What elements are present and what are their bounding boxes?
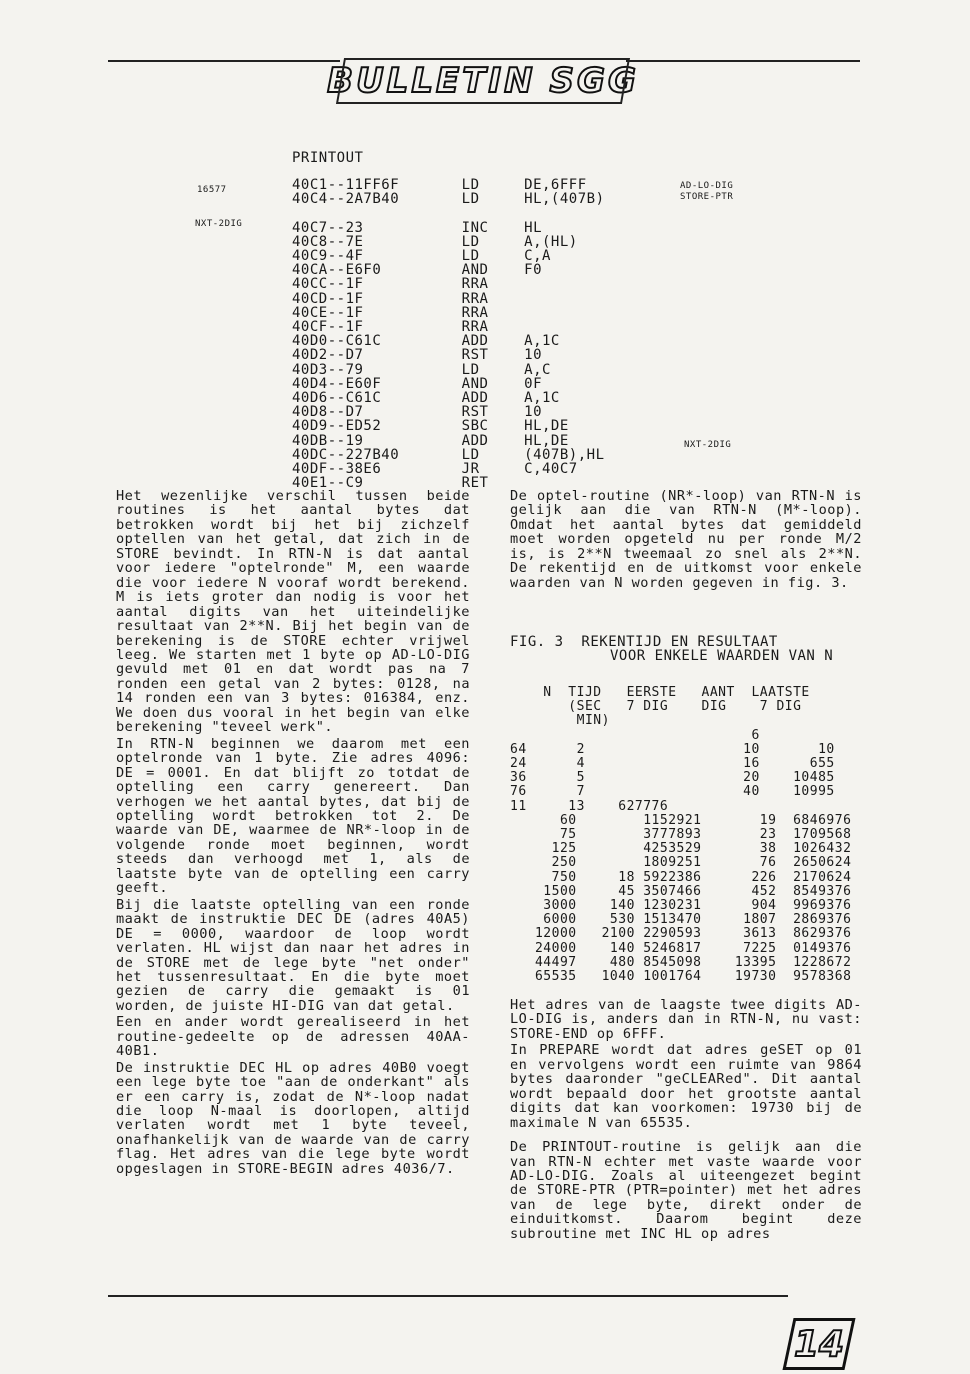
listing-note-nxt-2dig-2: NXT-2DIG (684, 440, 732, 450)
footer-rule (108, 1295, 788, 1297)
right-top-text (510, 489, 862, 592)
left-paragraph: Bij die laatste optelling van een ronde maakt de instruktie DEC DE (adres 40A5) DE = 0000, waardoor de loop wordt verlaten. HL wijst dan naar het adres in de STORE met de lege byte "net onder" het tussenresultaat. En die byte moet gezien de carry die gemaakt is 01 worden, de juiste HI-DIG van dat getal. (116, 896, 470, 1014)
page-number: 14 (793, 1323, 845, 1365)
printout-code-listing: 40C1--11FF6F LD DE,6FFF 40C4--2A7B40 LD HL,(407B) 40C7--23 INC HL 40C8--7E LD A,(HL) 40C9--4F LD C,A 40CA--E6F0 AND F0 40CC--1F RRA 40CD--1F RRA 40CE--1F RRA 40CF--1F RRA 40D0--C61C ADD A,1C 40D2--D7 RST 10 40D3--79 LD A,C 40D4--E60F AND 0F 40D6--C61C ADD A,1C 40D8--D7 RST 10 40D9--ED52 SBC HL,DE 40DB--19 ADD HL,DE 40DC--227B40 LD (407B),HL 40DF--38E6 JR C,40C7 40E1--C9 RET (292, 177, 605, 492)
left-text-column (116, 489, 470, 1178)
right-top-paragraph: De optel-routine (NR*-loop) van RTN-N is gelijk aan die van RTN-N (M*-loop). Omdat het aantal bytes dat gemiddeld moet worden opgeteld nu per ronde M/2 is, is 2**N tweemaal zo snel als 2**N. De rekentijd en de uitkomst voor enkele waarden van N worden gegeven in fig. 3. (510, 488, 862, 591)
masthead-word-bulletin: BULLETIN (327, 61, 536, 101)
header-rule-left (108, 60, 340, 62)
masthead-logo (327, 58, 639, 104)
right-paragraph: In PREPARE wordt dat adres geSET op 01 en vervolgens wordt een ruimte van 9864 bytes daaronder "geCLEARed". Dit aantal wordt bepaald door het grootste aantal digits dat kan voorkomen: 19730 bij de maximale N van 65535. (510, 1042, 862, 1131)
figure-caption-line2: VOOR ENKELE WAARDEN VAN N (610, 648, 834, 664)
masthead-word-sgg: SGG (549, 61, 639, 101)
right-paragraph: De PRINTOUT-routine is gelijk aan die van RTN-N echter met vaste waarde voor AD-LO-DIG. Zoals al uiteengezet begint de STORE-PTR (PTR=pointer) met het adres van de lege byte, direkt onder de einduitkomst. Daarom begint deze subroutine met INC HL op adres (510, 1139, 862, 1242)
masthead-frame (336, 58, 630, 104)
listing-note-16577: 16577 (197, 185, 227, 195)
header-rule-right (626, 60, 860, 62)
left-paragraph: De instruktie DEC HL op adres 40B0 voegt een lege byte toe "aan de onderkant" als er een carry is, zodat de N*-loop nadat die loop N-maal is doorlopen, altijd verlaten wordt met 1 byte teveel, onafhankelijk van de waarde van de carry flag. Het adres van die lege byte wordt opgeslagen in STORE-BEGIN adres 4036/7. (116, 1059, 470, 1177)
right-bottom-text (510, 998, 862, 1243)
printout-heading: PRINTOUT (292, 150, 364, 166)
left-paragraph: Het wezenlijke verschil tussen beide routines is het aantal bytes dat betrokken wordt bij het bij zichzelf optellen van het getal, dat zich in de STORE bevindt. In RTN-N is dat aantal voor iedere "optelronde" M, een waarde die voor iedere N vooraf wordt berekend. M is iets groter dan nodig is voor het aantal digits van het uiteindelijke resultaat van 2**N. Bij het begin van de berekening is de STORE echter vrijwel leeg. We starten met 1 byte op AD-LO-DIG gevuld met 01 en dat wordt pas na 7 ronden een getal van 2 bytes: 0128, na 14 ronden een van 3 bytes: 016384, enz. We doen dus vooral in het begin van elke berekening "teveel werk". (116, 488, 470, 736)
figure-results-table: N TIJD EERSTE AANT LAATSTE (SEC 7 DIG DIG 7 DIG MIN) 6 64 2 10 10 24 4 16 655 36 5 20 10485 76 7 40 10995 11 13 627776 60 1152921 19 6846976 75 3777893 23 1709568 125 4253529 38 1026432 250 1809251 76 2650624 750 18 5922386 226 2170624 1500 45 3507466 452 8549376 3000 140 1230231 904 9969376 6000 530 1513470 1807 2869376 12000 2100 2290593 3613 8629376 24000 140 5246817 7225 0149376 44497 480 8545098 13395 1228672 65535 1040 1001764 19730 9578368 (510, 685, 852, 985)
figure-caption-line1: FIG. 3 REKENTIJD EN RESULTAAT (510, 634, 778, 650)
right-paragraph: Het adres van de laagste twee digits AD-LO-DIG is, anders dan in RTN-N, nu vast: STORE-END op 6FFF. (510, 997, 862, 1042)
listing-note-adlo-storeptr: AD-LO-DIG STORE-PTR (680, 181, 734, 202)
listing-note-nxt-2dig-1: NXT-2DIG (195, 219, 243, 229)
page-number-badge (788, 1318, 850, 1370)
left-paragraph: In RTN-N beginnen we daarom met een optelronde van 1 byte. Zie adres 4096: DE = 0001. En dat blijft zo totdat de optelling een carry genereert. Dan verhogen we het aantal bytes, dat bij de optelling wordt betrokken tot 2. De waarde van DE, waarmee de NR*-loop in de volgende ronde moet beginnen, wordt steeds dan verhoogd met 1, als de laatste byte van de optelling een carry geeft. (116, 735, 470, 897)
page-number-frame (782, 1318, 855, 1370)
left-paragraph: Een en ander wordt gerealiseerd in het routine-gedeelte op de adressen 40AA-40B1. (116, 1014, 470, 1060)
